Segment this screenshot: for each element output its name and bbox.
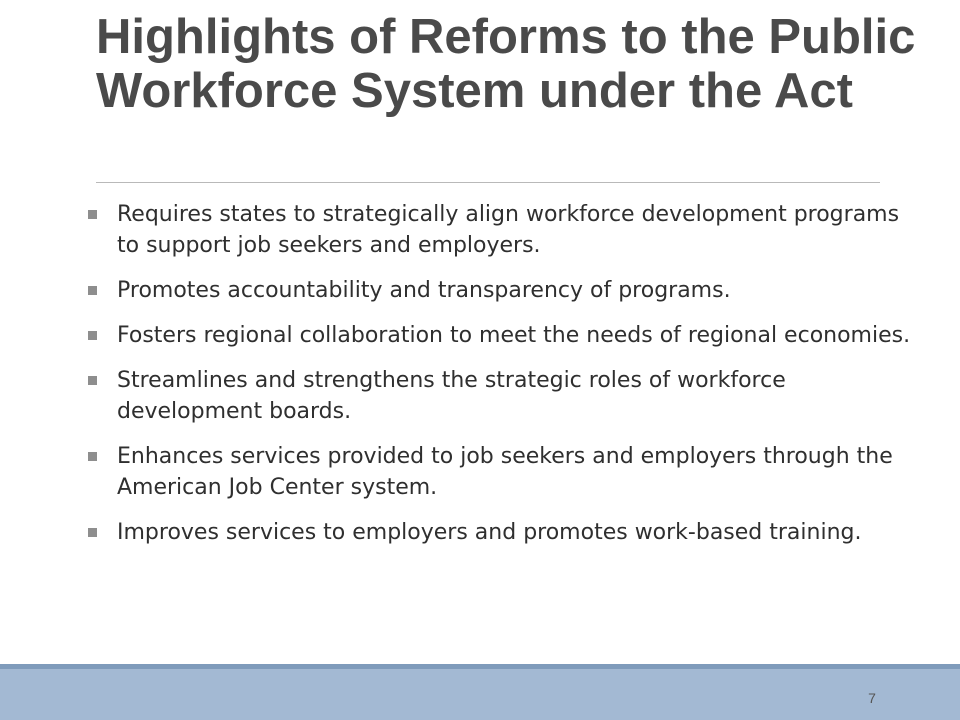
footer-rule [0,664,960,669]
bullet-item [88,199,918,261]
bullet-item [88,275,918,306]
bullet-text: Improves services to employers and promotes work-based training. [117,520,862,545]
bullet-text: Streamlines and strengthens the strategic roles of workforce development boards. [117,368,786,424]
bullet-item [88,320,918,351]
square-bullet-icon [88,452,97,461]
square-bullet-icon [88,331,97,340]
bullet-item [88,365,918,427]
bullet-text: Enhances services provided to job seekers and employers through the American Job Center system. [117,444,893,500]
slide-title: Highlights of Reforms to the Public Workforce System under the Act [96,10,916,118]
bullet-text: Fosters regional collaboration to meet the needs of regional economies. [117,323,911,348]
bullet-text: Requires states to strategically align workforce development programs to support job seekers and employers. [117,202,900,258]
square-bullet-icon [88,286,97,295]
bullet-item [88,441,918,503]
bullet-item [88,517,918,548]
square-bullet-icon [88,210,97,219]
bullet-list [88,199,918,562]
bullet-text: Promotes accountability and transparency of programs. [117,278,731,303]
footer-band [0,664,960,720]
square-bullet-icon [88,528,97,537]
square-bullet-icon [88,376,97,385]
page-number: 7 [868,690,876,706]
title-divider [96,182,880,183]
